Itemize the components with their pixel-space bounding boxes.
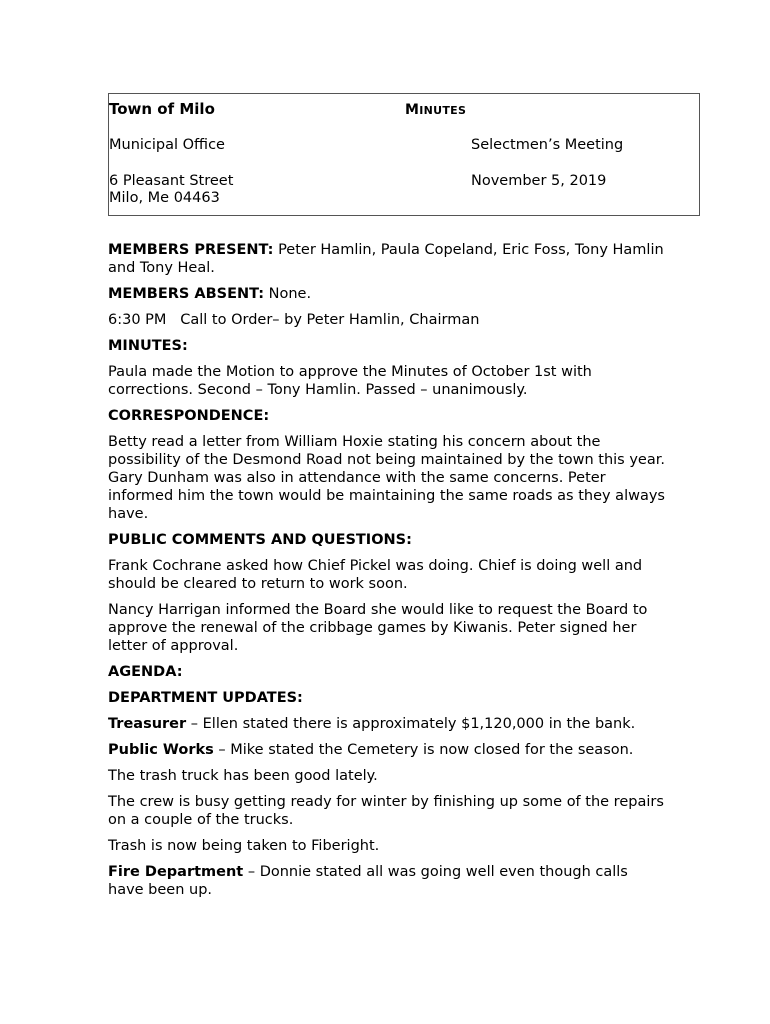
fiberight-note: Trash is now being taken to Fiberight. [108,838,380,854]
fire-department-text: – Donnie stated all was going well even though calls have been up. [108,864,628,898]
call-to-order: 6:30 PM Call to Order– by Peter Hamlin, Chairman [108,312,480,328]
public-comment-1: Frank Cochrane asked how Chief Pickel was doing. Chief is doing well and should be cleared to return to work soon. [108,558,643,592]
public-works-text: – Mike stated the Cemetery is now closed for the season. [213,742,634,758]
members-absent [108,285,668,303]
members-present-text: Peter Hamlin, Paula Copeland, Eric Foss, Tony Hamlin and Tony Heal. [108,242,664,276]
fire-department-update [108,863,668,899]
agenda-heading: AGENDA: [108,664,183,680]
city-address: Milo, Me 04463 [109,190,220,206]
public-comments-heading: PUBLIC COMMENTS AND QUESTIONS: [108,532,412,548]
minutes-text: Paula made the Motion to approve the Minutes of October 1st with corrections. Second – Tony Hamlin. Passed – unanimously. [108,364,592,398]
correspondence-heading: CORRESPONDENCE: [108,408,270,424]
meeting-type: Selectmen’s Meeting [471,137,624,153]
members-absent-label: MEMBERS ABSENT: [108,286,265,302]
minutes-heading: MINUTES: [108,338,188,354]
treasurer-update [108,715,668,733]
header-box [108,93,700,216]
correspondence-text: Betty read a letter from William Hoxie stating his concern about the possibility of the Desmond Road not being maintained by the town this year. Gary Dunham was also in attendance with the same concerns. Peter informed him the town would be maintaining the same roads as they always have. [108,434,665,522]
members-present [108,241,668,277]
minutes-body [108,241,668,907]
treasurer-text: – Ellen stated there is approximately $1,120,000 in the bank. [186,716,636,732]
title-initial: M [405,102,420,118]
document-title [405,102,466,119]
members-absent-text: None. [268,286,312,302]
treasurer-label: Treasurer [108,716,187,732]
town-name: Town of Milo [109,100,215,118]
title-rest: INUTES [419,104,467,117]
street-address: 6 Pleasant Street [109,173,234,189]
public-works-update [108,741,668,759]
fire-department-label: Fire Department [108,864,244,880]
members-present-label: MEMBERS PRESENT: [108,242,274,258]
public-works-label: Public Works [108,742,214,758]
trash-truck-note: The trash truck has been good lately. [108,768,378,784]
crew-note: The crew is busy getting ready for winter by finishing up some of the repairs on a couple of the trucks. [108,794,664,828]
meeting-date: November 5, 2019 [471,173,607,189]
public-comment-2: Nancy Harrigan informed the Board she would like to request the Board to approve the renewal of the cribbage games by Kiwanis. Peter signed her letter of approval. [108,602,648,654]
department-updates-heading: DEPARTMENT UPDATES: [108,690,303,706]
office-name: Municipal Office [109,137,225,153]
